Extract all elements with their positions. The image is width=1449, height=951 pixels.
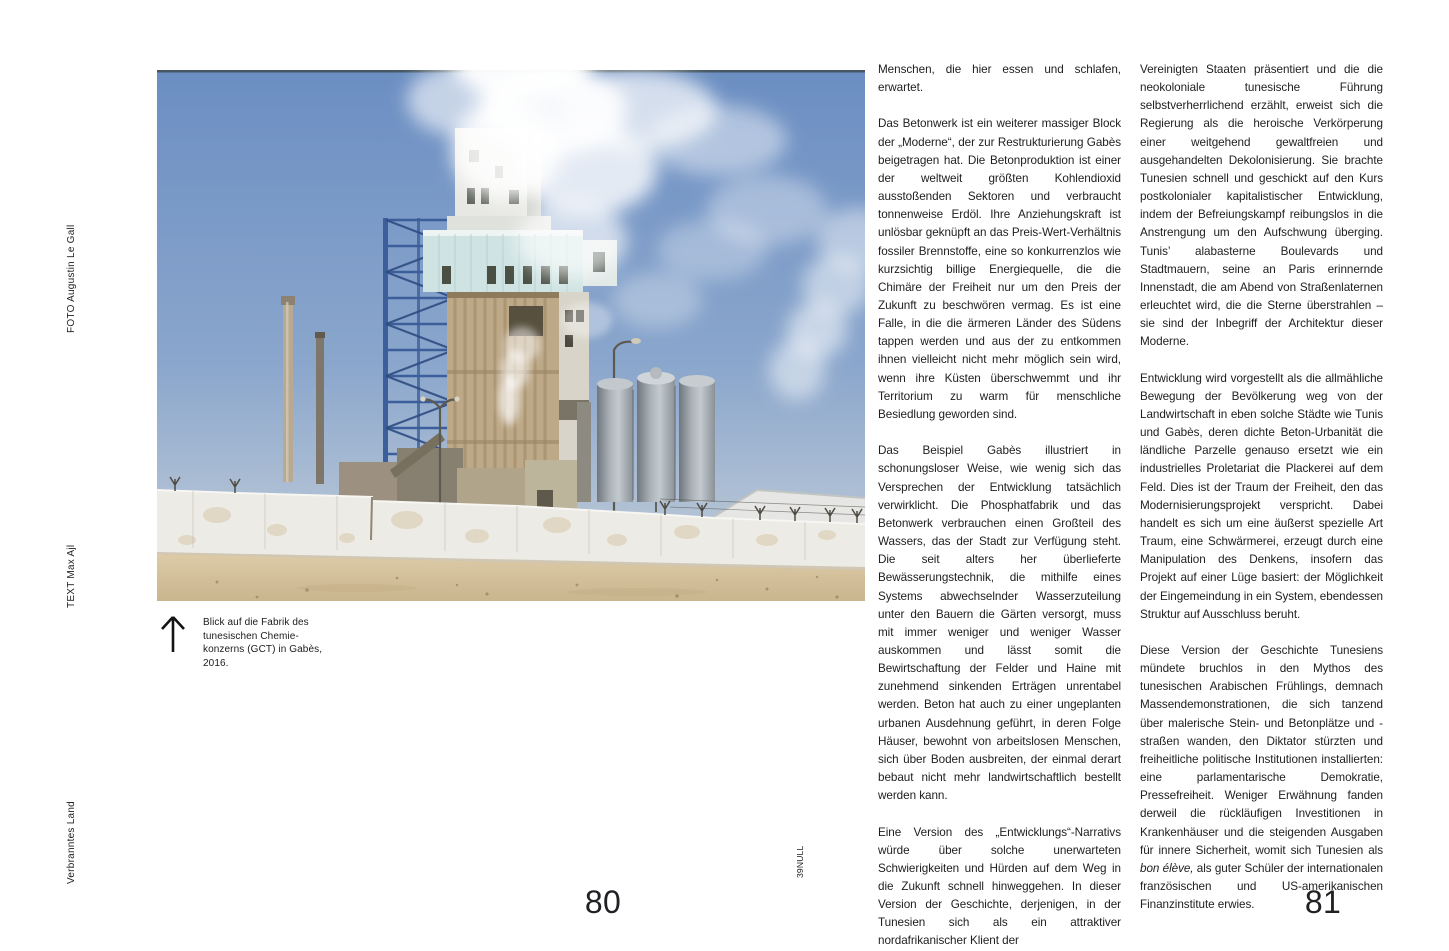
section-title-label: Verbranntes Land (66, 801, 77, 884)
paragraph: Diese Version der Geschichte Tunesiens mündete bruchlos in den Mythos des tunesischen Arabischen Frühlings, demnach Massendemonstrationen, die sich tanzend über malerische Stein- und Betonplätze und -straßen wanden, den Diktator stürzten und freiheitliche politische Institutionen installierten: eine parlamentarische Demokratie, Pressefreiheit. Weniger Erwähnung fanden derweil die rückläufigen Investitionen in Krankenhäuser und die steigenden Ausgaben für innere Sicherheit, womit sich Tunesien als bon élève, als guter Schüler der internationalen französischen und US-amerikanischen Finanzinstitute erwies. (1140, 643, 1383, 912)
paragraph: Menschen, die hier essen und schlafen, erwartet. (878, 63, 1121, 95)
photo-credit-label: FOTO Augustin Le Gall (66, 224, 77, 333)
paragraph: Entwicklung wird vorgestellt als die allmähliche Bewegung der Bevölkerung weg von der Landwirtschaft in eben solche Städte wie Tunis und Gabès, deren dichte Beton-Urbanität die ländliche Parzelle genauso ersetzt wie ein industrielles Proletariat die Plackerei auf dem Feld. Dies ist der Traum der Freiheit, den das Modernisierungsprojekt verspricht. Dabei handelt es sich um eine äußerst spezielle Art Traum, eine Schwärmerei, erzeugt durch eine Manipulation des Denkens, insofern das Projekt auf einer Lüge basiert: der Möglichkeit der Eingemeindung in ein System, ebendessen Struktur auf Ausschluss beruht. (1140, 371, 1383, 621)
caption-line: 2016. (203, 657, 229, 669)
article-column-1 (878, 61, 1121, 951)
paragraph: Das Betonwerk ist ein weiterer massiger Block der „Moderne“, der zur Restrukturierung Gabès beigetragen hat. Die Betonproduktion ist einer der weltweit größten Kohlendioxid ausstoßenden Sektoren und verbraucht tonnenweise Erdöl. Ihre Anziehungskraft ist unlösbar geknüpft an das Preis-Wert-Verhältnis fossiler Brennstoffe, eine so konkurrenzlos wie kurzsichtig billige Energiequelle, die die Chimäre der Freiheit nur um den Preis der Zukunft zu beschwören vermag. Es ist eine Falle, in die die ärmeren Länder des Südens tappen werden und aus der zu entkommen ihnen vielleicht nicht mehr möglich sein wird, wenn ihre Küsten überschwemmt und ihr Territorium zu warm für menschliche Besiedlung geworden sind. (878, 117, 1121, 421)
caption-line: tunesischen Chemie- (203, 630, 299, 642)
article-column-2 (1140, 61, 1383, 914)
caption-line: Blick auf die Fabrik des (203, 617, 309, 628)
caption-line: konzerns (GCT) in Gabès, (203, 644, 323, 656)
journal-mark-label: 39NULL (795, 845, 805, 878)
up-arrow-icon (158, 612, 188, 654)
photo-caption (203, 616, 343, 670)
factory-photo-illustration (157, 70, 865, 601)
factory-photo (157, 70, 865, 601)
text-credit-label: TEXT Max Ajl (66, 544, 77, 608)
paragraph: Eine Version des „Entwicklungs“-Narrativs würde über solche unerwarteten Schwierigkeiten und Hürden auf dem Weg in die Zukunft schnell hinweggehen. In dieser Version der Geschichte, derjenigen, in der Tunesien sich als ein attraktiver nordafrikanischer Klient der (878, 825, 1121, 948)
paragraph: Vereinigten Staaten präsentiert und die die neokoloniale tunesische Führung selbstverherrlichend erzählt, erweist sich die Regierung als die heroische Verkörperung einer weitgehend gewaltfreien und ausgehandelten Dekolonisierung. Sie brachte Tunesien schnell und geschickt auf den Kurs postkolonialer kapitalistischer Entwicklung, indem der Befreiungskampf reibungslos in die Anstrengung um den Aufschwung überging. Tunis’ alabasterne Boulevards und Stadtmauern, seine an Paris erinnernde Innenstadt, die am Abend von Straßenlaternen erleuchtet wird, die die Sterne überstrahlen – sie sind der Inbegriff der Architektur dieser Moderne. (1140, 63, 1383, 349)
silos (577, 367, 715, 502)
paragraph: Das Beispiel Gabès illustriert in schonungsloser Weise, wie wenig sich das Versprechen der Entwicklung tatsächlich verwirklicht. Die Phosphatfabrik und das Betonwerk verbrauchen einen Großteil des Wassers, das der Stadt zur Verfügung steht. Die seit alters her überlieferte Bewässerungstechnik, die mithilfe eines Systems abwechselnder Wasserzuteilung unter den Bauern die Gärten versorgt, muss mit immer weniger und weniger Wasser auskommen und lässt somit die Bewirtschaftung der Felder und Haine mit zunehmend sinkenden Erträgen unrentabel werden. Beton hat auch zu einer ungeplanten urbanen Ausdehnung geführt, in deren Folge Häuser, bewohnt von arbeitslosen Menschen, sich über Boden ausbreiten, der einmal derart bebaut nicht mehr landwirtschaftlich bestellt werden kann. (878, 444, 1121, 803)
page-number-left: 80 (584, 884, 622, 920)
page-number-right: 81 (1304, 884, 1342, 920)
